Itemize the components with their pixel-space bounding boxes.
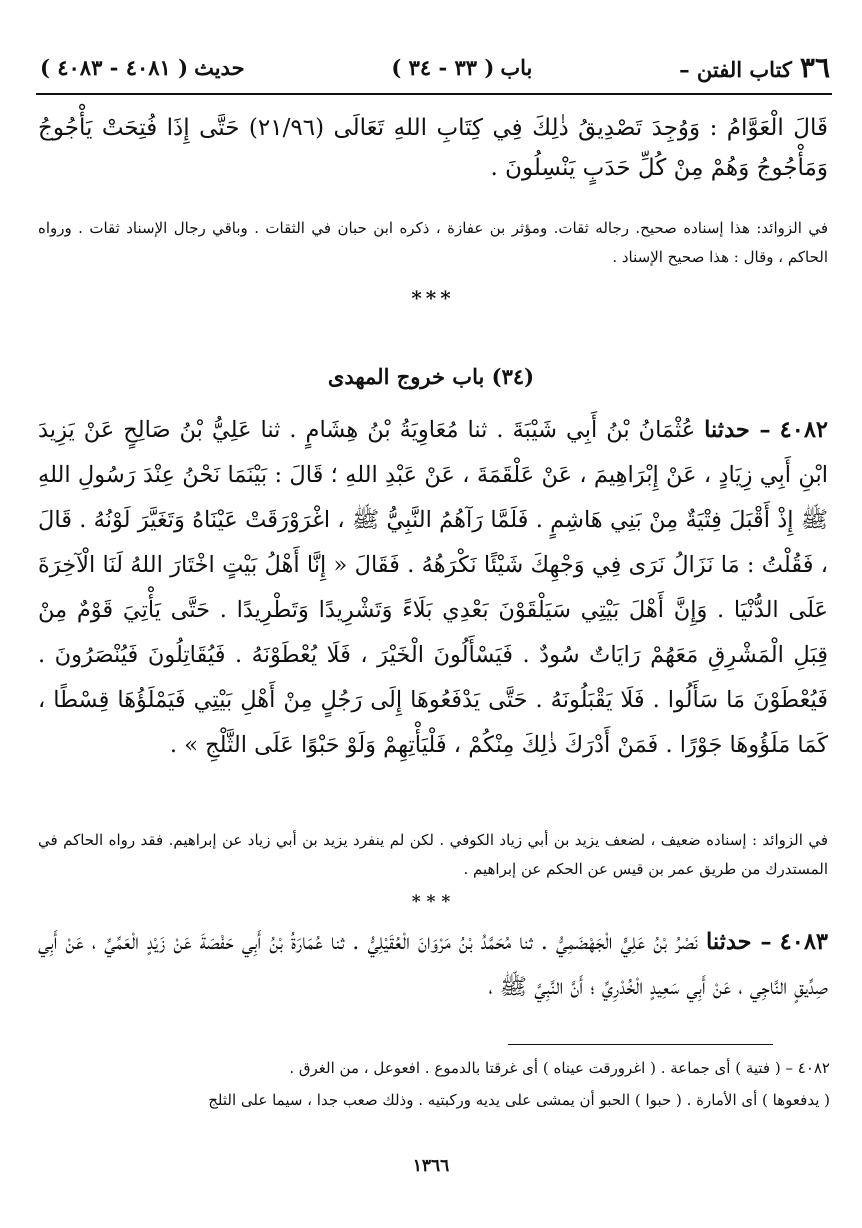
zawaid-note-1: في الزوائد: هذا إسناده صحيح. رجاله ثقات. ومؤثر بن عفازة ، ذكره ابن حبان في الثقات . وباقي رجال الإسناد ثقات . ورواه الحاكم ، وقال : هذا صحيح الإسناد . (38, 219, 828, 266)
header-divider (36, 93, 832, 95)
hadith-4083 (38, 920, 828, 1010)
hadith-intro: – حدثنا (705, 929, 772, 955)
hadith-text: نَصْرُ بْنُ عَلِيٍّ الْجَهْضَمِيُّ . ثنا مُحَمَّدُ بْنُ مَرْوَانَ الْعُقَيْلِيُّ . ثنا عُمَارَةُ بْنُ أَبِي حَفْصَةَ عَنْ زَيْدٍ الْعَمِّيِّ ، عَنْ أَبِي صِدِّيقٍ النَّاجِي ، عَنْ أَبِي سَعِيدٍ الْخُدْرِيِّ ؛ أَنَّ النَّبِيَّ ﷺ ، (38, 929, 828, 1000)
book-title: – كتاب الفتن (679, 56, 792, 82)
footnote-divider (508, 1044, 773, 1045)
chapter-numbers: ( ٣٣ - ٣٤ ) (391, 54, 495, 80)
hadith-intro: – حدثنا (704, 417, 771, 443)
page-number-top: ٣٦ (799, 50, 830, 84)
hadith-4082 (38, 408, 828, 768)
chapter-heading: (٣٤) باب خروج المهدى (327, 364, 535, 389)
hadith-numbers: ( ٤٠٨١ - ٤٠٨٣ ) (40, 54, 189, 80)
section-separator: * * * (411, 286, 451, 310)
section-separator-2: * * * (411, 892, 451, 912)
footnotes (60, 1052, 830, 1116)
header-right (679, 51, 830, 84)
running-header (40, 44, 830, 90)
chapter-word: باب (500, 54, 533, 80)
hadith-number: ٤٠٨٣ (779, 929, 828, 955)
footnote-line: ٤٠٨٢ – ( فتية ) أى جماعة . ( اغرورقت عيناه ) أى غرقتا بالدموع . افعوعل ، من الغرق . (289, 1059, 830, 1077)
hadith-word: حديث (194, 54, 245, 80)
page-footer-number: ١٣٦٦ (412, 1156, 450, 1176)
hadith-text: عُثْمَانُ بْنُ أَبِي شَيْبَةَ . ثنا مُعَاوِيَةُ بْنُ هِشَامٍ . ثنا عَلِيُّ بْنُ صَالِحٍ عَنْ يَزِيدَ ابْنِ أَبِي زِيَادٍ ، عَنْ إِبْرَاهِيمَ ، عَنْ عَلْقَمَةَ ، عَنْ عَبْدِ اللهِ ؛ قَالَ : بَيْنَمَا نَحْنُ عِنْدَ رَسُولِ اللهِ ﷺ إِذْ أَقْبَلَ فِتْيَةٌ مِنْ بَنِي هَاشِمٍ . فَلَمَّا رَآهُمُ النَّبِيُّ ﷺ ، اغْرَوْرَقَتْ عَيْنَاهُ وَتَغَيَّرَ لَوْنُهُ . قَالَ ، فَقُلْتُ : مَا نَزَالُ نَرَى فِي وَجْهِكَ شَيْئًا نَكْرَهُهُ . فَقَالَ « إِنَّا أَهْلُ بَيْتٍ اخْتَارَ اللهُ لَنَا الْآخِرَةَ عَلَى الدُّنْيَا . وَإِنَّ أَهْلَ بَيْتِي سَيَلْقَوْنَ بَعْدِي بَلَاءً وَتَشْرِيدًا وَتَطْرِيدًا . حَتَّى يَأْتِيَ قَوْمٌ مِنْ قِبَلِ الْمَشْرِقِ مَعَهُمْ رَايَاتٌ سُودٌ . فَيَسْأَلُونَ الْخَيْرَ ، فَلَا يُعْطَوْنَهُ . فَيُقَاتِلُونَ فَيُنْصَرُونَ . فَيُعْطَوْنَ مَا سَأَلُوا . فَلَا يَقْبَلُونَهُ . حَتَّى يَدْفَعُوهَا إِلَى رَجُلٍ مِنْ أَهْلِ بَيْتِي فَيَمْلَؤُهَا قِسْطًا ، كَمَا مَلَؤُوهَا جَوْرًا . فَمَنْ أَدْرَكَ ذٰلِكَ مِنْكُمْ ، فَلْيَأْتِهِمْ وَلَوْ حَبْوًا عَلَى الثَّلْجِ » . (38, 417, 828, 758)
chapter-range (391, 55, 532, 80)
hadith-range (40, 55, 245, 80)
opening-paragraph: قَالَ الْعَوَّامُ : وَوُجِدَ تَصْدِيقُ ذٰلِكَ فِي كِتَابِ اللهِ تَعَالَى (٢١/٩٦) حَتَّى إِذَا فُتِحَتْ يَأْجُوجُ وَمَأْجُوجُ وَهُمْ مِنْ كُلِّ حَدَبٍ يَنْسِلُونَ . (38, 115, 828, 181)
zawaid-note-2: في الزوائد : إسناده ضعيف ، لضعف يزيد بن أبي زياد الكوفي . لكن لم ينفرد يزيد بن أبي زياد عن إبراهيم. فقد رواه الحاكم في المستدرك من طريق عمر بن قيس عن الحكم عن إبراهيم . (38, 831, 828, 878)
hadith-number: ٤٠٨٢ (779, 417, 829, 443)
footnote-line: ( يدفعوها ) أى الأمارة . ( حبوا ) الحبو أن يمشى على يديه وركبتيه . وذلك صعب جدا ، سيما على الثلج (208, 1091, 830, 1109)
